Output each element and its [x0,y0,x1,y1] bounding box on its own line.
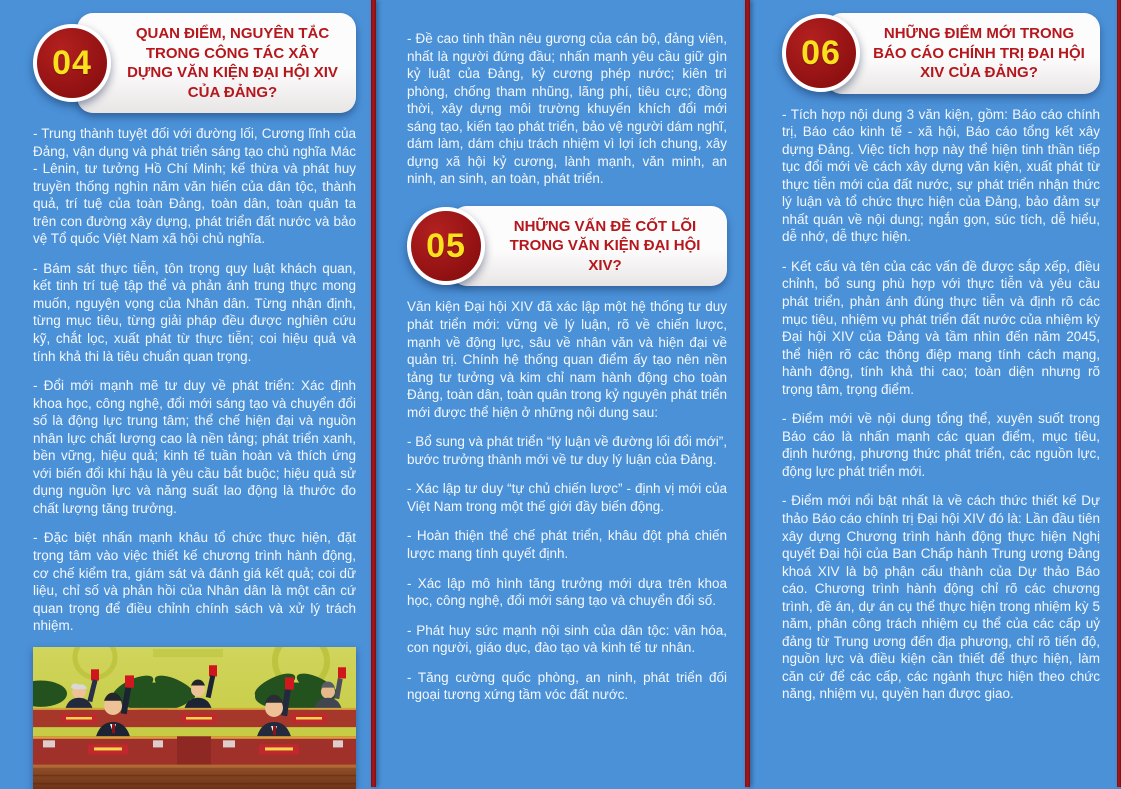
section-05-number-badge [407,207,485,285]
bullet-paragraph: - Xác lập mô hình tăng trưởng mới dựa trên khoa học, công nghệ, đổi mới sáng tạo và chuyển đổi số. [407,575,727,609]
section-title: NHỮNG ĐIỂM MỚI TRONG BÁO CÁO CHÍNH TRỊ ĐẠI HỘI XIV CỦA ĐẢNG? [873,25,1085,81]
paragraph: - Đặc biệt nhấn mạnh khâu tổ chức thực hiện, đặt trọng tâm vào việc thiết kế chương trình hành động, cơ chế kiểm tra, giám sát và đánh giá kết quả; coi dữ liệu, chỉ số và phản hồi của Nhân dân là một căn cứ quan trọng để điều chỉnh chính sách và xử lý trách nhiệm. [33,530,356,634]
column-divider [1117,0,1121,787]
paragraph: - Đổi mới mạnh mẽ tư duy về phát triển: Xác định khoa học, công nghệ, đổi mới sáng tạo và chuyển đổi số là động lực trung tâm; thể chế hiện đại và nguồn nhân lực chất lượng cao là nền tảng; phát triển xanh, bền vững, hiệu quả; kinh tế tuần hoàn và thích ứng với biến đổi khí hậu là yêu cầu bắt buộc; hiệu quả sử dụng nguồn lực và năng suất lao động là thước đo chất lượng tăng trưởng. [33,378,356,516]
column-section-05 [376,0,745,787]
bullet-paragraph: - Phát huy sức mạnh nội sinh của dân tộc: văn hóa, con người, giáo dục, đào tạo và kinh tế tư nhân. [407,622,727,656]
paragraph: - Điểm mới nổi bật nhất là về cách thức thiết kế Dự thảo Báo cáo chính trị Đại hội XIV đó là: Lần đầu tiên xây dựng Chương trình hành động thực hiện Nghị quyết Đại hội của Ban Chấp hành Trung ương Đảng khoá XIV là bộ phận cấu thành của Dự thảo Báo cáo. Chương trình hành động chỉ rõ các chương trình, đề án, dự án cụ thể thực hiện trong nhiệm kỳ 5 năm, phân công trách nhiệm cụ thể của các cấp uỷ đảng từ Trung ương đến địa phương, chỉ rõ tiến độ, nguồn lực và điều kiện cần thiết để thực hiện, làm căn cứ để các cấp, các ngành thực hiện theo chức năng, nhiệm vụ, quyền hạn được giao. [782,493,1100,702]
bullet-paragraph: - Hoàn thiện thể chế phát triển, khâu đột phá chiến lược mang tính quyết định. [407,528,727,561]
section-title: NHỮNG VẤN ĐỀ CỐT LÕI TRONG VĂN KIỆN ĐẠI HỘI XIV? [509,217,701,274]
paragraph: - Đề cao tinh thần nêu gương của cán bộ, đảng viên, nhất là người đứng đầu; nhấn mạnh yêu cầu giữ gìn kỷ luật của Đảng, kỷ cương phép nước; kiên trì phòng, chống tham nhũng, lãng phí, tiêu cực; đồng thời, xây dựng môi trường khuyến khích đổi mới sáng tạo, kiến tạo phát triển, bảo vệ người dám nghĩ, dám làm, dám chịu trách nhiệm vì lợi ích chung, xây dựng xã hội kỷ cương, lành mạnh, văn minh, an ninh, an sinh, an toàn, phát triển. [407,31,727,187]
delegates-voting-photo [33,647,356,789]
section-06-title-box [826,13,1100,94]
section-06-header [782,13,1100,94]
paragraph: - Kết cấu và tên của các vấn đề được sắp xếp, điều chỉnh, bổ sung phù hợp với thực tiễn và yêu cầu phát triển, phản ánh đúng thực tiễn và định rõ các mục tiêu, nhiệm vụ phát triển đất nước của nhiệm kỳ Đại hội XIV của Đảng và tầm nhìn đến năm 2045, thể hiện rõ các thông điệp mang tính cách mạng, hành động, tính khả thi cao; toàn diện nhưng rõ trọng tâm, trọng điểm. [782,258,1100,397]
section-number: 06 [801,33,841,72]
paragraph: - Điểm mới về nội dung tổng thể, xuyên suốt trong Báo cáo là nhấn mạnh các quan điểm, mục tiêu, định hướng, phương thức phát triển, các nguồn lực, động lực phát triển mới. [782,411,1100,479]
paragraph: - Bám sát thực tiễn, tôn trọng quy luật khách quan, kết tinh trí tuệ tập thể và phản ánh trung thực mong muốn, nguyện vọng của Nhân dân. Từng nhận định, từng mục tiêu, từng giải pháp đều được nghiên cứu kỹ, chắt lọc, xuất phát từ thực tiễn; coi hiệu quả và tính khả thi là tiêu chuẩn quan trọng. [33,260,356,364]
bullet-paragraph: - Bổ sung và phát triển “lý luận về đường lối đổi mới”, bước trưởng thành mới về tư duy lý luận của Đảng. [407,434,727,467]
section-number: 04 [52,43,92,82]
section-number: 05 [426,226,466,265]
column-section-04 [0,0,371,787]
section-04-header [33,13,356,113]
section-05-title-box [451,206,727,287]
section-05-header [407,206,727,287]
section-04-title-box [77,13,356,113]
column-divider [371,0,376,787]
section-06-number-badge [782,14,860,92]
column-section-06 [750,0,1117,787]
section-04-number-badge [33,24,111,102]
paragraph: - Tích hợp nội dung 3 văn kiện, gồm: Báo cáo chính trị, Báo cáo kinh tế - xã hội, Báo cáo tổng kết xây dựng Đảng. Việc tích hợp này thể hiện tinh thần tiếp tục đổi mới về cách xây dựng văn kiện, xuất phát từ thực tiễn mới của đất nước, sự phát triển nhận thức lý luận và tổ chức thực hiện của Đảng, bảo đảm sự nhất quán về nội dung; ngắn gọn, súc tích, dễ hiểu, dễ nhớ, dễ thực hiện. [782,106,1100,245]
bullet-paragraph: - Xác lập tư duy “tự chủ chiến lược” - định vị mới của Việt Nam trong một thế giới đầy biến động. [407,481,727,514]
section-title: QUAN ĐIỂM, NGUYÊN TẮC TRONG CÔNG TÁC XÂY DỰNG VĂN KIỆN ĐẠI HỘI XIV CỦA ĐẢNG? [127,25,338,101]
bullet-paragraph: - Tăng cường quốc phòng, an ninh, phát triển đối ngoại tương xứng tầm vóc đất nước. [407,669,727,703]
paragraph: - Trung thành tuyệt đối với đường lối, Cương lĩnh của Đảng, vận dụng và phát triển sáng tạo chủ nghĩa Mác - Lênin, tư tưởng Hồ Chí Minh; kế thừa và phát huy truyền thống nghìn năm văn hiến của dân tộc, thành quả, trí tuệ của toàn Đảng, toàn dân, toàn quân ta trên con đường xây dựng, phát triển đất nước và bảo vệ Tổ quốc Việt Nam xã hội chủ nghĩa. [33,126,356,247]
column-divider [745,0,750,787]
paragraph: Văn kiện Đại hội XIV đã xác lập một hệ thống tư duy phát triển mới: vững về lý luận, rõ về chiến lược, mạnh về động lực, sâu về nhân văn và hiện đại về quản trị. Chính hệ thống quan điểm ấy tạo nên nền tảng tư tưởng và kim chỉ nam hành động cho toàn Đảng, toàn dân, toàn quân trong kỷ nguyên phát triển mới được thể hiện ở những nội dung sau: [407,299,727,420]
